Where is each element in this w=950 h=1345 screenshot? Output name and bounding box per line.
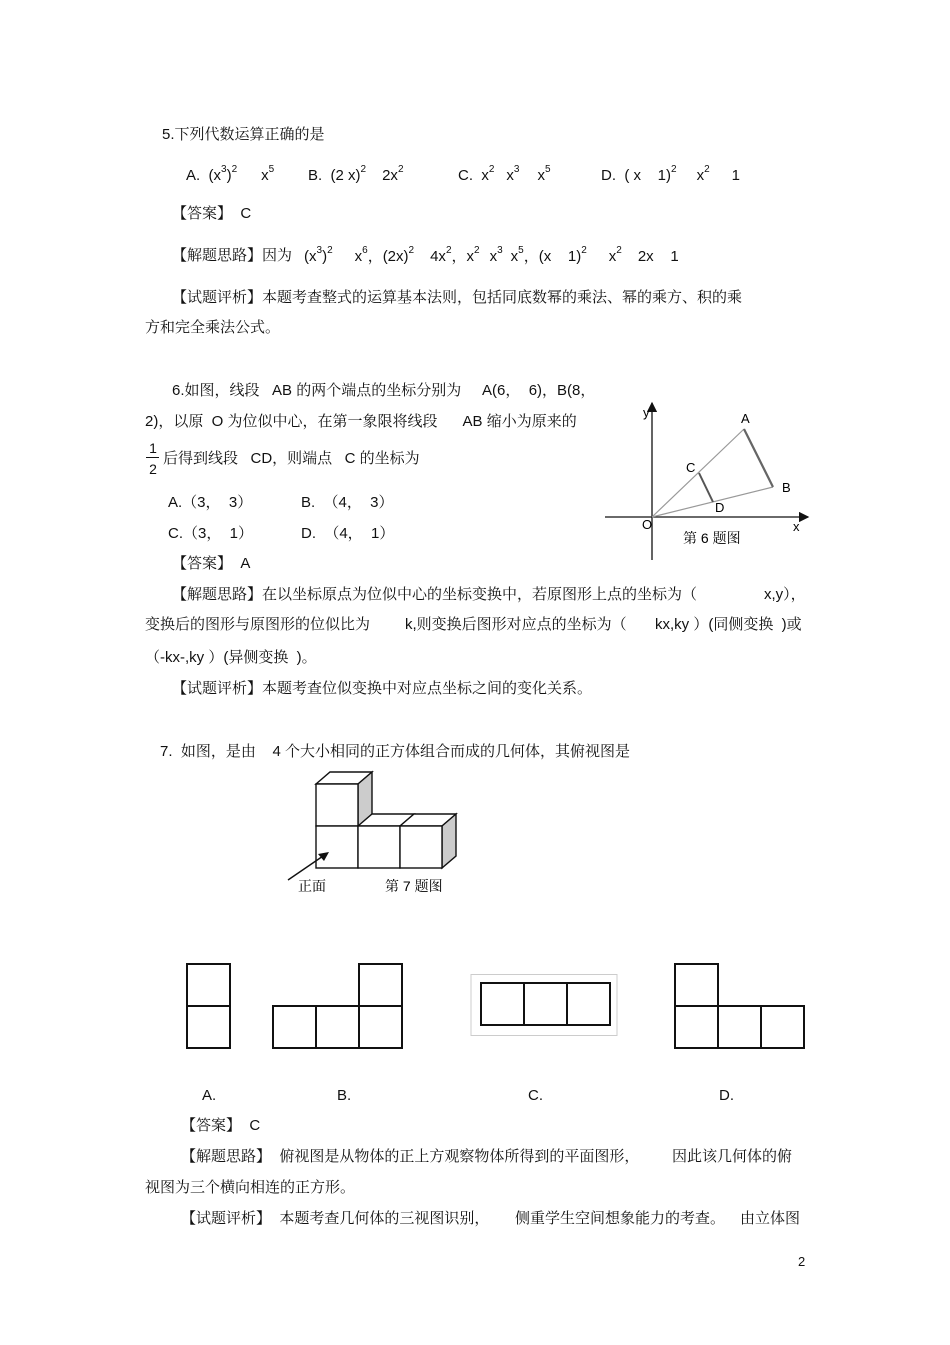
q6-thinking: 【解题思路】在以坐标原点为位似中心的坐标变换中，若原图形上点的坐标为（ xyxy=(172,586,698,603)
q7-option-d-label: D. xyxy=(719,1087,734,1104)
expr-term: 2x 1 xyxy=(637,248,679,265)
expr-term: ) xyxy=(322,248,328,265)
expr-term: x xyxy=(489,248,498,265)
fraction-denominator: 2 xyxy=(149,461,157,477)
q6-thinking-line3: （-kx-,ky ）(异侧变换 )。 xyxy=(145,649,317,666)
q7-option-a-figure xyxy=(185,962,233,1052)
q7-thinking-line1-tail: 因此该几何体的俯 xyxy=(672,1148,793,1165)
q6-option-c: C.（3， 1） xyxy=(168,525,254,542)
segment-CD xyxy=(699,473,713,502)
q6-figure-caption: 第 6 题图 xyxy=(683,530,741,546)
q7-stem: 7. 如图，是由 4 个大小相同的正方体组合而成的几何体，其俯视图是 xyxy=(160,743,631,760)
q5-thinking-expression xyxy=(304,245,679,265)
q5-thinking: 【解题思路】因为 xyxy=(172,247,293,264)
q7-comment-tail: 由立体图 xyxy=(740,1210,801,1227)
point-b-label: B xyxy=(782,480,791,495)
point-d-label: D xyxy=(715,500,725,515)
q6-thinking-line1-tail: x,y）， xyxy=(764,586,806,603)
q6-thinking-line2-mid: k,则变换后图形对应点的坐标为（ xyxy=(405,616,627,633)
q7-option-b-label: B. xyxy=(337,1087,352,1104)
q6-option-d: D. （4， 1） xyxy=(301,525,395,542)
expr-term: 4x xyxy=(430,248,446,265)
q6-figure xyxy=(605,395,820,565)
q6-line2: 2)，以原 O 为位似中心，在第一象限将线段 AB 缩小为原来的 xyxy=(145,413,577,430)
fraction-numerator: 1 xyxy=(149,440,157,456)
q7-figure-caption: 第 7 题图 xyxy=(385,878,443,894)
q6-line3: 后得到线段 CD，则端点 C 的坐标为 xyxy=(163,450,420,467)
point-c-label: C xyxy=(686,460,696,475)
expr-exponent: 2 xyxy=(616,245,622,256)
expr-exponent: 6 xyxy=(362,245,368,256)
expr-exponent: 2 xyxy=(581,245,587,256)
q7-answer: 【答案】 C xyxy=(181,1117,261,1134)
q6-option-a: A.（3， 3） xyxy=(168,494,253,511)
expr-term: x xyxy=(510,248,519,265)
expr-term: x xyxy=(354,248,363,265)
expr-exponent: 2 xyxy=(408,245,415,256)
q7-option-d-figure xyxy=(673,962,808,1052)
q6-answer: 【答案】 A xyxy=(172,555,251,572)
y-axis-label: y xyxy=(643,405,650,420)
q6-option-b: B. （4， 3） xyxy=(301,494,394,511)
expr-term: ，(x 1) xyxy=(523,248,582,265)
q6-comment: 【试题评析】本题考查位似变换中对应点坐标之间的变化关系。 xyxy=(172,680,593,697)
expr-exponent: 2 xyxy=(474,245,480,256)
expr-term: x xyxy=(608,248,617,265)
segment-AB xyxy=(744,429,773,487)
q7-option-c-label: C. xyxy=(528,1087,543,1104)
q7-comment: 【试题评析】 本题考查几何体的三视图识别， xyxy=(181,1210,490,1227)
q6-thinking-line2: 变换后的图形与原图形的位似比为 xyxy=(145,616,371,633)
q5-comment: 【试题评析】本题考查整式的运算基本法则，包括同底数幂的乘法、幂的乘方、积的乘 xyxy=(172,289,743,306)
origin-label: O xyxy=(642,517,653,532)
q7-option-b-figure xyxy=(272,962,407,1052)
expr-exponent: 3 xyxy=(497,245,503,256)
q6-line1: 6.如图，线段 AB 的两个端点的坐标分别为 A(6， 6)，B(8， xyxy=(172,382,596,399)
q5-option-a: A. $(x^3)^2$ $x^5$ xyxy=(186,164,275,184)
q7-thinking: 【解题思路】 俯视图是从物体的正上方观察物体所得到的平面图形， xyxy=(181,1148,640,1165)
expr-exponent: 2 xyxy=(445,245,452,256)
q5-comment-line2: 方和完全乘法公式。 xyxy=(145,319,281,336)
expr-term: ，x xyxy=(451,248,475,265)
fraction-bar xyxy=(146,457,159,458)
expr-term: ，(2x) xyxy=(367,248,409,265)
page-number: 2 xyxy=(798,1254,806,1269)
q7-solid-figure xyxy=(280,770,470,900)
q7-option-c-figure xyxy=(470,974,620,1036)
q7-option-a-label: A. xyxy=(202,1087,217,1104)
q5-option-d: D. ( x 1)$^2$ $x^2$ 1 xyxy=(601,164,740,184)
segment-OA xyxy=(652,429,744,517)
q5-stem: 5.下列代数运算正确的是 xyxy=(162,126,325,143)
q6-thinking-line2-tail: kx,ky ）(同侧变换 )或 xyxy=(655,616,802,633)
q5-option-c: C. $x^2$ $x^3$ $x^5$ xyxy=(458,164,551,184)
point-a-label: A xyxy=(741,411,750,426)
q7-comment-mid: 侧重学生空间想象能力的考查。 xyxy=(515,1210,726,1227)
expr-exponent: 5 xyxy=(518,245,524,256)
front-label: 正面 xyxy=(298,878,326,894)
expr-exponent: 3 xyxy=(316,245,323,256)
expr-term: (x xyxy=(304,248,317,265)
q5-answer: 【答案】 C xyxy=(172,205,252,222)
expr-exponent: 2 xyxy=(327,245,333,256)
q5-option-b: B. (2 x)$^2$ $2x^2$ xyxy=(308,164,404,184)
x-axis-label: x xyxy=(793,519,800,534)
q7-thinking-line2: 视图为三个横向相连的正方形。 xyxy=(145,1179,356,1196)
